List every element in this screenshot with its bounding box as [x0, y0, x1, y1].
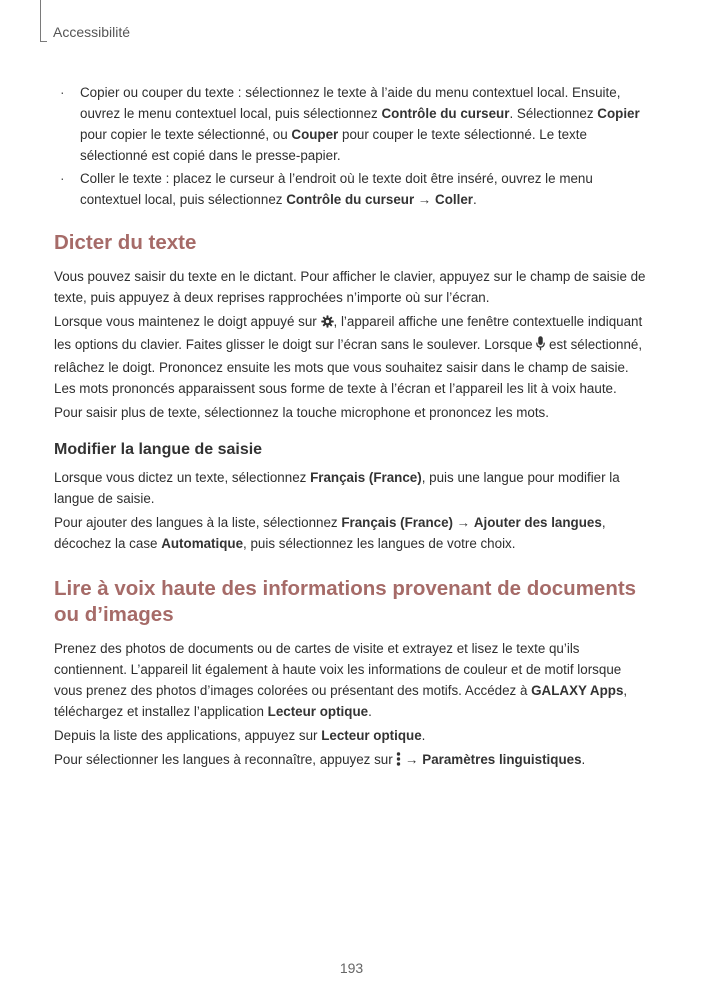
dicter-paragraph-3: Pour saisir plus de texte, sélectionnez la touche microphone et prononcez les mots.	[54, 405, 549, 420]
section-label: Accessibilité	[53, 24, 131, 40]
bullet-list	[54, 82, 650, 210]
heading-dicter: Dicter du texte	[54, 231, 197, 254]
dicter-paragraph-1: Vous pouvez saisir du texte en le dictant. Pour afficher le clavier, appuyez sur le champ de saisie de texte, puis appuyez à deux reprises rapprochées n’importe où sur l’écran.	[54, 269, 646, 305]
corner-mark-horizontal	[40, 41, 47, 42]
corner-mark-vertical	[40, 0, 41, 42]
gear-icon	[321, 313, 334, 334]
bullet-copy-cut: · Copier ou couper du texte : sélectionnez le texte à l’aide du menu contextuel local. Ensuite, ouvrez le menu contextuel local, puis sélectionnez Contrôle du curseur. Sélectionnez Copier pour copier le texte sélectionné, ou Couper pour couper le texte sélectionné. Le texte sélectionné est copié dans le presse-papier.	[54, 82, 650, 166]
page-number: 193	[339, 960, 364, 976]
page-content	[54, 82, 650, 772]
heading-lire-voix-haute: Lire à voix haute des informations provenant de documents ou d’images	[54, 577, 637, 626]
lire-paragraph-1: Prenez des photos de documents ou de cartes de visite et extrayez et lisez le texte qu’ils contiennent. L’appareil lit également à haute voix les informations de couleur et de motif lorsque vous prenez des photos d’images colorées ou présentant des motifs. Accédez à GALAXY Apps, téléchargez et installez l’application Lecteur optique.	[54, 641, 628, 719]
bullet-paste: · Coller le texte : placez le curseur à l’endroit où le texte doit être inséré, ouvrez le menu contextuel local, puis sélectionnez Contrôle du curseur → Coller.	[54, 168, 650, 210]
lire-paragraph-2: Depuis la liste des applications, appuyez sur Lecteur optique.	[54, 728, 426, 743]
microphone-icon	[536, 336, 545, 357]
lire-paragraph-3: Pour sélectionner les langues à reconnaître, appuyez sur → Paramètres linguistiques.	[54, 749, 650, 772]
heading-modifier-langue: Modifier la langue de saisie	[54, 441, 263, 458]
dicter-paragraph-2: Lorsque vous maintenez le doigt appuyé sur , l’appareil affiche une fenêtre contextuelle indiquant les options du clavier. Faites glisser le doigt sur l’écran sans le soulever. Lorsque est sélectionné, relâchez le doigt. Prononcez ensuite les mots que vous souhaitez saisir dans le champ de saisie. Les mots prononcés apparaissent sous forme de texte à l’écran et l’appareil les lit à voix haute.	[54, 314, 643, 396]
langue-paragraph-1: Lorsque vous dictez un texte, sélectionnez Français (France), puis une langue pour modifier la langue de saisie.	[54, 470, 620, 506]
langue-paragraph-2: Pour ajouter des langues à la liste, sélectionnez Français (France) → Ajouter des langues, décochez la case Automatique, puis sélectionnez les langues de votre choix.	[54, 515, 606, 551]
